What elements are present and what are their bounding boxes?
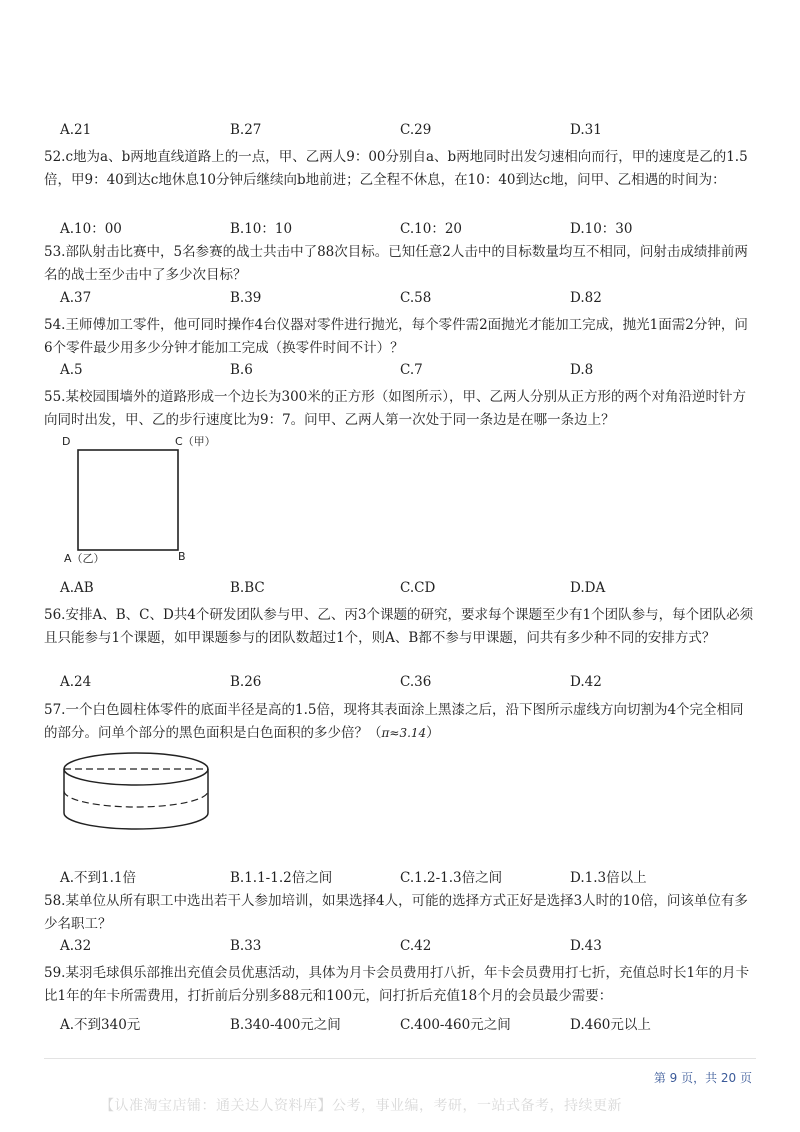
q58-option-a: A.32: [60, 938, 92, 954]
q59-option-b: B.340-400元之间: [230, 1017, 341, 1033]
cut-line-middle: [64, 791, 208, 807]
q59-number: 59.: [44, 965, 66, 981]
q56-option-a: A.24: [60, 674, 92, 690]
q56-text: 安排A、B、C、D共4个研发团队参与甲、乙、丙3个课题的研究，要求每个课题至少有1个团队参与，每个团队必须且只能参与1个课题，如甲课题参与的团队数超过1个，则A、B都不参与甲课题，问共有多少种不同的安排方式？: [44, 607, 754, 646]
q58-number: 58.: [44, 893, 66, 909]
q52-stem: [44, 146, 756, 192]
q54-options: [60, 362, 760, 382]
square-path: [78, 450, 178, 550]
q57-options: [60, 866, 760, 886]
q57-option-d: D.1.3倍以上: [570, 870, 647, 886]
q52-number: 52.: [44, 149, 66, 165]
q51-option-c: C.29: [400, 122, 432, 138]
q57-text-end: ）: [426, 725, 440, 741]
q58-option-d: D.43: [570, 938, 602, 954]
q55-option-d: D.DA: [570, 580, 606, 596]
q58-text: 某单位从所有职工中选出若干人参加培训，如果选择4人，可能的选择方式正好是选择3人时的10倍，问该单位有多少名职工？: [44, 893, 748, 932]
q54-option-d: D.8: [570, 362, 594, 378]
q59-option-c: C.400-460元之间: [400, 1017, 511, 1033]
footer-divider: [44, 1058, 756, 1059]
q53-option-c: C.58: [400, 290, 432, 306]
q59-stem: [44, 962, 756, 1008]
cylinder-bottom: [64, 813, 208, 829]
q53-number: 53.: [44, 244, 66, 260]
watermark-text: 【认准淘宝店铺：通关达人资料库】公考，事业编，考研，一站式备考，持续更新: [100, 1098, 622, 1114]
q53-option-d: D.82: [570, 290, 602, 306]
q57-option-a: A.不到1.1倍: [60, 870, 137, 886]
q54-option-a: A.5: [60, 362, 83, 378]
q54-number: 54.: [44, 317, 66, 333]
q54-text: 王师傅加工零件，他可同时操作4台仪器对零件进行抛光，每个零件需2面抛光才能加工完成，抛光1面需2分钟，问6个零件最少用多少分钟才能加工完成（换零件时间不计）？: [44, 317, 748, 356]
q53-option-b: B.39: [230, 290, 262, 306]
q52-option-a: A.10：00: [60, 221, 122, 237]
label-a: A（乙）: [64, 552, 105, 565]
q55-options: [60, 580, 760, 600]
q56-option-b: B.26: [230, 674, 262, 690]
label-c: C（甲）: [175, 435, 216, 448]
q51-option-d: D.31: [570, 122, 602, 138]
q56-option-c: C.36: [400, 674, 432, 690]
q58-option-c: C.42: [400, 938, 432, 954]
q52-text: c地为a、b两地直线道路上的一点，甲、乙两人9：00分别自a、b两地同时出发匀速相向而行，甲的速度是乙的1.5倍，甲9：40到达c地休息10分钟后继续向b地前进；乙全程不休息，在10：40到达c地，问甲、乙相遇的时间为：: [44, 149, 748, 188]
q52-option-c: C.10：20: [400, 221, 462, 237]
q57-option-c: C.1.2-1.3倍之间: [400, 870, 503, 886]
q59-option-d: D.460元以上: [570, 1017, 651, 1033]
q51-option-a: A.21: [60, 122, 92, 138]
q57-stem: [44, 699, 756, 745]
q55-number: 55.: [44, 389, 66, 405]
q58-option-b: B.33: [230, 938, 262, 954]
q53-text: 部队射击比赛中，5名参赛的战士共击中了88次目标。已知任意2人击中的目标数量均互不相同，问射击成绩排前两名的战士至少击中了多少次目标？: [44, 244, 748, 283]
label-b: B: [178, 550, 186, 563]
q55-option-b: B.BC: [230, 580, 265, 596]
page-number: 第 9 页，共 20 页: [653, 1071, 752, 1085]
q53-stem: [44, 241, 756, 287]
q52-options: [60, 217, 760, 237]
q53-option-a: A.37: [60, 290, 92, 306]
q53-options: [60, 290, 760, 310]
q56-number: 56.: [44, 607, 66, 623]
q55-square-figure: [58, 430, 228, 570]
q59-options: [60, 1013, 760, 1033]
q55-text: 某校园围墙外的道路形成一个边长为300米的正方形（如图所示），甲、乙两人分别从正方形的两个对角沿逆时针方向同时出发，甲、乙的步行速度比为9：7。问甲、乙两人第一次处于同一条边是在哪一条边上？: [44, 389, 747, 428]
q56-options: [60, 674, 760, 694]
q55-stem: [44, 386, 756, 432]
q56-option-d: D.42: [570, 674, 602, 690]
q59-text: 某羽毛球俱乐部推出充值会员优惠活动，具体为月卡会员费用打八折，年卡会员费用打七折，充值总时长1年的月卡比1年的年卡所需费用，打折前后分别多88元和100元，问打折后充值18个月的会员最少需要：: [44, 965, 750, 1004]
q52-option-b: B.10：10: [230, 221, 293, 237]
q59-option-a: A.不到340元: [60, 1017, 141, 1033]
q57-number: 57.: [44, 702, 66, 718]
q51-options: [60, 122, 760, 142]
q57-pi: π≈3.14: [381, 726, 427, 740]
q54-stem: [44, 314, 756, 360]
q54-option-b: B.6: [230, 362, 253, 378]
q55-option-a: A.AB: [60, 580, 94, 596]
q57-option-b: B.1.1-1.2倍之间: [230, 870, 333, 886]
q56-stem: [44, 604, 756, 650]
q55-option-c: C.CD: [400, 580, 436, 596]
label-d: D: [62, 435, 71, 448]
q57-text: 一个白色圆柱体零件的底面半径是高的1.5倍，现将其表面涂上黑漆之后，沿下图所示虚线方向切割为4个完全相同的部分。问单个部分的黑色面积是白色面积的多少倍？（: [44, 702, 744, 741]
q58-options: [60, 938, 760, 958]
q54-option-c: C.7: [400, 362, 423, 378]
q52-option-d: D.10：30: [570, 221, 633, 237]
q51-option-b: B.27: [230, 122, 262, 138]
q58-stem: [44, 890, 756, 936]
q57-cylinder-figure: [58, 745, 218, 845]
